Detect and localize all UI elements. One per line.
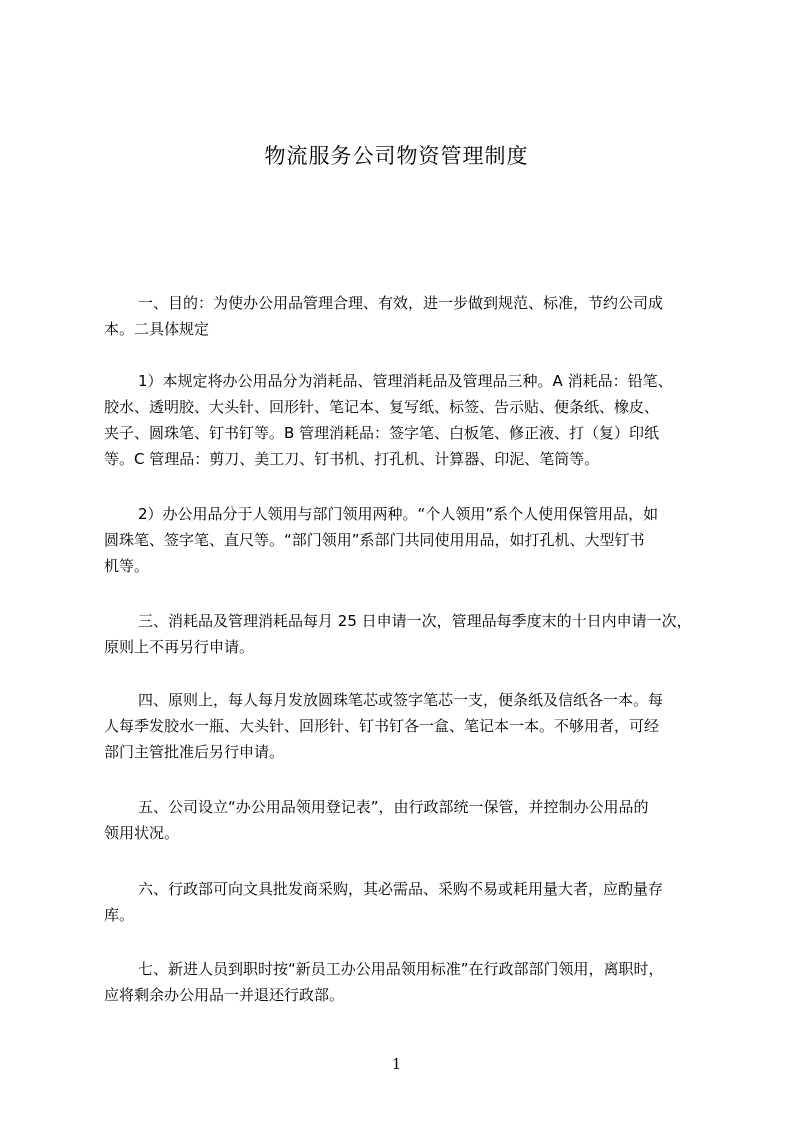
paragraph-section-5	[104, 794, 702, 846]
paragraph-line: 应将剩余办公用品一并退还行政部。	[104, 986, 345, 1004]
paragraph-line: 原则上不再另行申请。	[104, 638, 255, 656]
paragraph-section-4	[104, 687, 702, 765]
paragraph-line: 五、公司设立“办公用品领用登记表”，由行政部统一保管，并控制办公用品的	[138, 798, 649, 816]
paragraph-line: 七、新进人员到职时按“新员工办公用品领用标准”在行政部部门领用，离职时，	[138, 960, 664, 978]
document-title: 物流服务公司物资管理制度	[264, 144, 529, 168]
paragraph-line: 三、消耗品及管理消耗品每月 25 日申请一次，管理品每季度末的十日内申请一次，	[138, 612, 692, 630]
paragraph-line: 库。	[104, 906, 135, 924]
paragraph-line: 六、行政部可向文具批发商采购，其必需品、采购不易或耗用量大者，应酌量存	[138, 880, 664, 898]
page-number: 1	[391, 1055, 402, 1073]
paragraph-rule-2	[104, 501, 702, 579]
paragraph-line: 领用状况。	[104, 824, 180, 842]
paragraph-section-7	[104, 956, 702, 1008]
paragraph-line: 人每季发胶水一瓶、大头针、回形针、钉书钉各一盒、笔记本一本。不够用者，可经	[104, 717, 660, 735]
paragraph-line: 一、目的：为使办公用品管理合理、有效，进一步做到规范、标准，节约公司成	[138, 294, 664, 312]
paragraph-line: 胶水、透明胶、大头针、回形针、笔记本、复写纸、标签、告示贴、便条纸、橡皮、	[104, 398, 660, 416]
paragraph-line: 1）本规定将办公用品分为消耗品、管理消耗品及管理品三种。A 消耗品：铅笔、	[138, 372, 673, 390]
paragraph-line: 等。C 管理品：剪刀、美工刀、钉书机、打孔机、计算器、印泥、笔筒等。	[104, 450, 600, 468]
paragraph-line: 2）办公用品分于人领用与部门领用两种。“个人领用”系个人使用保管用品，如	[138, 505, 659, 523]
paragraph-line: 夹子、圆珠笔、钉书钉等。B 管理消耗品：签字笔、白板笔、修正液、打（复）印纸	[104, 424, 660, 442]
paragraph-line: 四、原则上，每人每月发放圆珠笔芯或签字笔芯一支，便条纸及信纸各一本。每	[138, 691, 664, 709]
paragraph-section-3	[104, 608, 702, 660]
paragraph-rule-1	[104, 368, 702, 472]
paragraph-line: 机等。	[104, 557, 150, 575]
paragraph-section-6	[104, 876, 702, 928]
paragraph-line: 本。二具体规定	[104, 320, 210, 338]
paragraph-line: 部门主管批准后另行申请。	[104, 743, 285, 761]
paragraph-line: 圆珠笔、签字笔、直尺等。“部门领用”系部门共同使用用品，如打孔机、大型钉书	[104, 531, 645, 549]
paragraph-purpose	[104, 290, 702, 342]
